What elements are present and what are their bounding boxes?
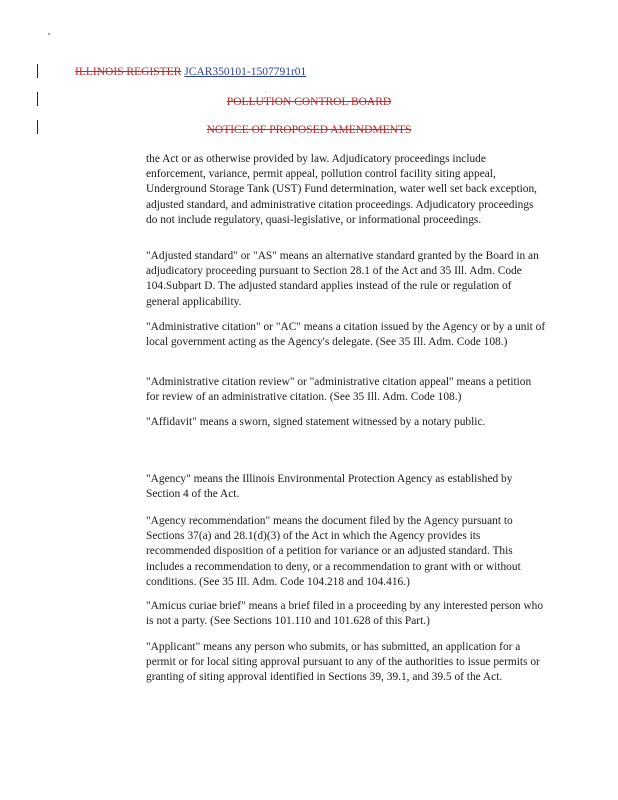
register-header [75,66,306,78]
paragraph-text: "Applicant" means any person who submits, or has submitted, an application for a permit or for local siting approval pursuant to any of the authorities to issue permits or granting of siting approval identified in Sections 39, 39.1, and 39.5 of the Act. [146,641,540,684]
paragraph-text: "Affidavit" means a sworn, signed statement witnessed by a notary public. [146,416,486,428]
paragraph-text: "Agency" means the Illinois Environmental Protection Agency as established by Section 4 of the Act. [146,473,513,501]
definition-paragraph [146,249,546,310]
notice-title: NOTICE OF PROPOSED AMENDMENTS [206,124,412,136]
definition-paragraph [146,415,546,430]
definition-paragraph [146,152,546,228]
definition-paragraph [146,599,546,629]
definition-paragraph [146,640,546,686]
paragraph-text: "Adjusted standard" or "AS" means an alternative standard granted by the Board in an adjudicatory proceeding pursuant to Section 28.1 of the Act and 35 Ill. Adm. Code 104.Subpart D. The adjusted standard applies instead of the rule or regulation of general applicability. [146,250,539,308]
paragraph-text: "Amicus curiae brief" means a brief filed in a proceeding by any interested person who is not a party. (See Sections 101.110 and 101.628 of this Part.) [146,600,544,628]
definition-paragraph [146,320,546,350]
board-title: POLLUTION CONTROL BOARD [226,96,392,108]
scan-speck [265,92,266,93]
scan-speck [48,33,50,35]
paragraph-text: "Administrative citation" or "AC" means a citation issued by the Agency or by a unit of local government acting as the Agency's delegate. (See 35 Ill. Adm. Code 108.) [146,321,546,349]
jcar-inserted-text: JCAR350101-1507791r01 [184,66,307,78]
paragraph-text: "Administrative citation review" or "administrative citation appeal" means a petition for review of an administrative citation. (See 35 Ill. Adm. Code 108.) [146,376,532,404]
definition-paragraph [146,375,546,405]
register-struck-text: ILLINOIS REGISTER [75,66,182,78]
definition-paragraph [146,514,546,590]
change-bar [37,64,38,78]
paragraph-text: "Agency recommendation" means the document filed by the Agency pursuant to Sections 37(a) and 28.1(d)(3) of the Act in which the Agency provides its recommended disposition of a petition for variance or an adjusted standard. This includes a recommendation to deny, or a recommendation to grant with or without conditions. (See 35 Ill. Adm. Code 104.218 and 104.416.) [146,515,521,588]
paragraph-text: the Act or as otherwise provided by law. Adjudicatory proceedings include enforcement, variance, permit appeal, pollution control facility siting appeal, Underground Storage Tank (UST) Fund determination, water well set back exception, adjusted standard, and administrative citation proceedings. Adjudicatory proceedings do not include regulatory, quasi-legislative, or informational proceedings. [146,153,538,226]
definition-paragraph [146,472,546,502]
